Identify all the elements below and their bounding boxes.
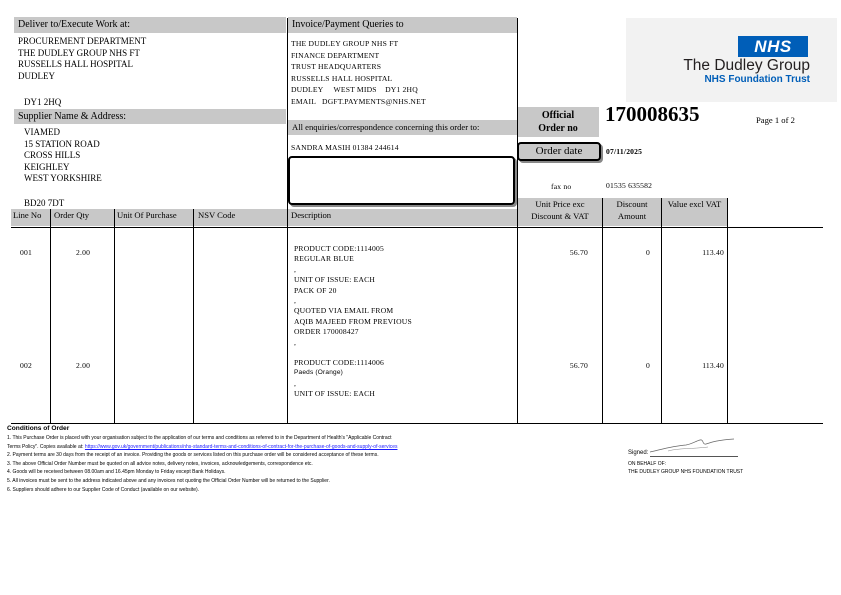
desc-line: , — [294, 378, 297, 388]
table-col-rule — [727, 198, 728, 423]
order-number: 170008635 — [605, 102, 700, 126]
line-description — [294, 244, 514, 348]
nhs-badge: NHS — [738, 36, 808, 57]
col-description: Description — [288, 209, 517, 226]
deliver-line: PROCUREMENT DEPARTMENT — [18, 36, 147, 46]
trust-logo — [626, 18, 837, 102]
condition-text: Terms Policy". Copies available at: — [7, 443, 85, 450]
table-col-rule — [193, 209, 194, 423]
supplier-line: KEIGHLEY — [24, 161, 70, 172]
deliver-postcode: DY1 2HQ — [24, 97, 62, 107]
invoice-line: FINANCE DEPARTMENT — [291, 50, 380, 60]
desc-line: AQIB MAJEED FROM PREVIOUS — [294, 316, 412, 326]
line-discount: 0 — [646, 361, 650, 370]
desc-line: , — [294, 264, 297, 274]
col-order-qty: Order Qty — [51, 209, 114, 226]
signed-label: Signed: — [628, 450, 649, 456]
supplier-header: Supplier Name & Address: — [14, 109, 286, 124]
condition-item: 4. Goods will be received between 08.00am and 16.45pm Monday to Friday except Bank Holidays. — [7, 469, 226, 476]
condition-item: 6. Suppliers should adhere to our Supplier Code of Conduct (available on our website). — [7, 486, 200, 493]
invoice-line: RUSSELLS HALL HOSPITAL — [291, 73, 393, 83]
notes-box — [288, 156, 515, 205]
col-nsv-code: NSV Code — [194, 209, 287, 226]
col-unit-of-purchase: Unit Of Purchase — [115, 209, 193, 226]
line-qty: 2.00 — [76, 248, 91, 257]
desc-line: PRODUCT CODE:1114006 — [294, 358, 385, 367]
invoice-line: DUDLEY WEST MIDS DY1 2HQ — [291, 85, 418, 94]
condition-item: 5. All invoices must be sent to the address indicated above and any invoices not quoting the Official Order Number will be returned to the Supplier. — [7, 477, 330, 484]
condition-item: 2. Payment terms are 30 days from the receipt of an invoice. Providing the goods or services listed on this purchase order will be considered acceptance of these terms. — [7, 452, 379, 459]
order-number-label — [517, 107, 599, 137]
page-indicator: Page 1 of 2 — [756, 115, 795, 125]
conditions-title: Conditions of Order — [7, 425, 70, 432]
col-unit-price-line: Discount & VAT — [531, 211, 589, 221]
condition-item: 3. The above Official Order Number must be quoted on all advice notes, delivery notes, invoices, acknowledgements, correspondence etc. — [7, 460, 313, 467]
supplier-postcode: BD20 7DT — [24, 198, 65, 208]
supplier-address — [24, 127, 284, 185]
conditions-list — [7, 434, 619, 494]
deliver-line: RUSSELLS HALL HOSPITAL — [18, 59, 133, 69]
condition-item — [7, 443, 619, 452]
supplier-line: VIAMED — [24, 127, 60, 137]
deliver-line: DUDLEY — [18, 70, 55, 81]
invoice-header: Invoice/Payment Queries to — [288, 17, 517, 33]
order-date-label: Order date — [517, 142, 601, 161]
table-col-rule — [602, 198, 603, 423]
table-col-rule — [517, 18, 518, 423]
col-discount-line: Discount — [616, 199, 648, 209]
deliver-header: Deliver to/Execute Work at: — [14, 17, 286, 33]
table-col-rule — [50, 209, 51, 423]
line-description — [294, 358, 514, 400]
table-col-rule — [661, 198, 662, 423]
logo-org-name: The Dudley Group — [683, 57, 810, 74]
line-unit-price: 56.70 — [569, 361, 588, 370]
col-unit-price-line: Unit Price exc — [535, 199, 585, 209]
col-value: Value excl VAT — [662, 198, 727, 226]
order-date: 07/11/2025 — [606, 147, 643, 156]
line-discount: 0 — [646, 248, 650, 257]
enquiries-contact: SANDRA MASIH 01384 244614 — [291, 143, 399, 152]
desc-line: , — [294, 337, 297, 347]
col-discount — [603, 198, 661, 226]
table-bottom-rule — [11, 423, 823, 424]
deliver-line: THE DUDLEY GROUP NHS FT — [18, 47, 140, 58]
terms-link[interactable]: https://www.gov.uk/government/publications/nhs-standard-terms-and-conditions-of-contract-for-the-purchase-of-goods-and-supply-of-services — [84, 443, 398, 450]
desc-line: ORDER 170008427 — [294, 327, 359, 337]
condition-item: 1. This Purchase Order is placed with your organisation subject to the application of our terms and conditions as referred to in the Department of Health's "Applicable Contract — [7, 435, 392, 441]
signature-line — [650, 456, 738, 457]
behalf-line: THE DUDLEY GROUP NHS FOUNDATION TRUST — [628, 469, 744, 475]
signature-scribble — [648, 436, 738, 456]
desc-line: Paeds (Orange) — [294, 369, 344, 377]
line-no: 001 — [20, 248, 32, 257]
fax-label: fax no — [551, 182, 572, 191]
invoice-address — [291, 38, 517, 107]
line-value: 113.40 — [702, 248, 724, 257]
deliver-address — [18, 36, 283, 82]
logo-sub-name: NHS Foundation Trust — [704, 74, 810, 85]
fax-number: 01535 635582 — [606, 181, 653, 190]
line-value: 113.40 — [702, 361, 724, 370]
supplier-line: CROSS HILLS — [24, 150, 81, 160]
desc-line: UNIT OF ISSUE: EACH — [294, 275, 376, 285]
invoice-line: EMAIL DGFT.PAYMENTS@NHS.NET — [291, 96, 426, 106]
table-col-rule — [287, 18, 288, 423]
desc-line: , — [294, 296, 297, 306]
line-qty: 2.00 — [76, 361, 91, 370]
line-unit-price: 56.70 — [569, 248, 588, 257]
behalf-label — [628, 460, 743, 476]
supplier-line: WEST YORKSHIRE — [24, 173, 102, 183]
col-discount-line: Amount — [617, 211, 647, 221]
order-number-label-line: Order no — [538, 123, 578, 134]
col-line-no: Line No — [11, 209, 50, 226]
table-top-rule — [11, 227, 823, 228]
desc-line: QUOTED VIA EMAIL FROM — [294, 306, 394, 316]
desc-line: REGULAR BLUE — [294, 254, 354, 264]
line-no: 002 — [20, 361, 32, 370]
col-unit-price — [518, 198, 602, 226]
desc-line: UNIT OF ISSUE: EACH — [294, 389, 376, 399]
desc-line: PACK OF 20 — [294, 285, 337, 295]
desc-line: PRODUCT CODE:1114005 — [294, 244, 385, 253]
enquiries-header: All enquiries/correspondence concerning this order to: — [288, 120, 517, 135]
behalf-line: ON BEHALF OF: — [628, 461, 667, 467]
invoice-line: TRUST HEADQUARTERS — [291, 62, 382, 71]
order-number-label-line: Official — [541, 110, 575, 121]
table-col-rule — [114, 209, 115, 423]
invoice-line: THE DUDLEY GROUP NHS FT — [291, 39, 399, 48]
supplier-line: 15 STATION ROAD — [24, 138, 100, 149]
